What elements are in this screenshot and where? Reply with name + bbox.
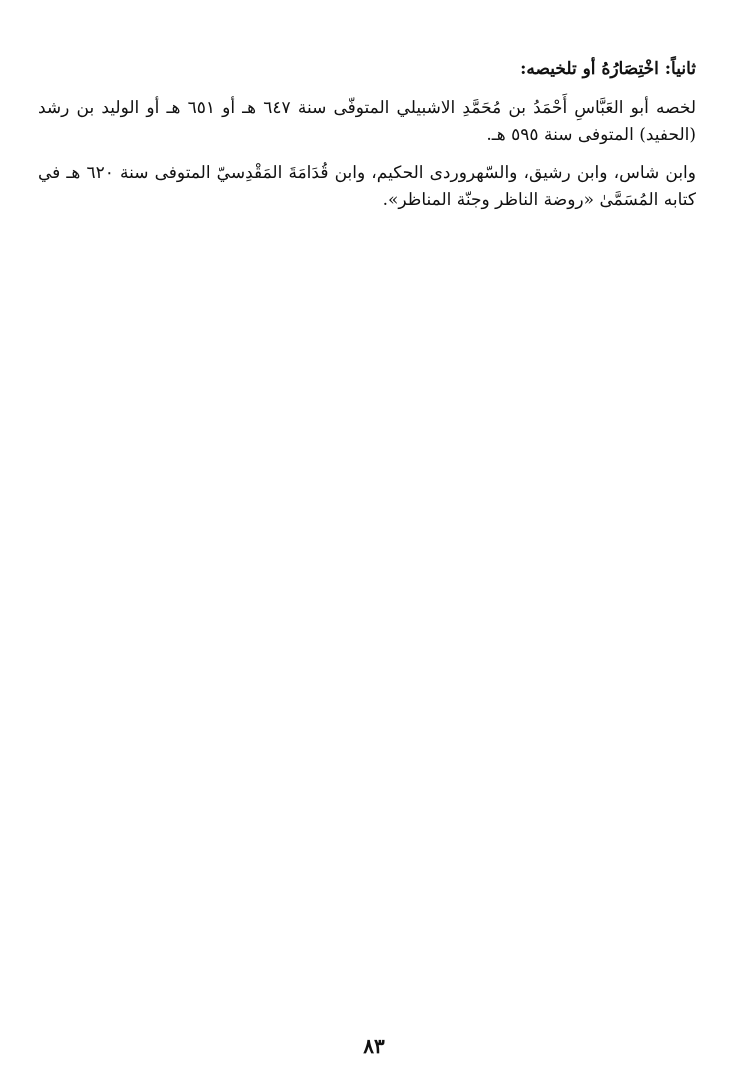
paragraph-summary-authors: لخصه أبو العَبَّاسِ أَحْمَدُ بن مُحَمَّدِ الاشبيلي المتوفّى سنة ٦٤٧ هـ أو ٦٥١ هـ أو الوليد بن رشد (الحفيد) المتوفى سنة ٥٩٥ هـ. — [38, 98, 697, 145]
document-body — [38, 56, 696, 225]
paragraph-other-authors: وابن شاس، وابن رشيق، والسّهروردى الحكيم، وابن قُدَامَةَ المَقْدِسيّ المتوفى سنة ٦٢٠ هـ في كتابه المُسَمَّىٰ «روضة الناظر وجنّة المناظر». — [38, 163, 696, 210]
section-heading: ثانياً: اخْتِصَارُهُ أو تلخيصه: — [520, 59, 696, 79]
page-number: ٨٣ — [363, 1034, 385, 1058]
